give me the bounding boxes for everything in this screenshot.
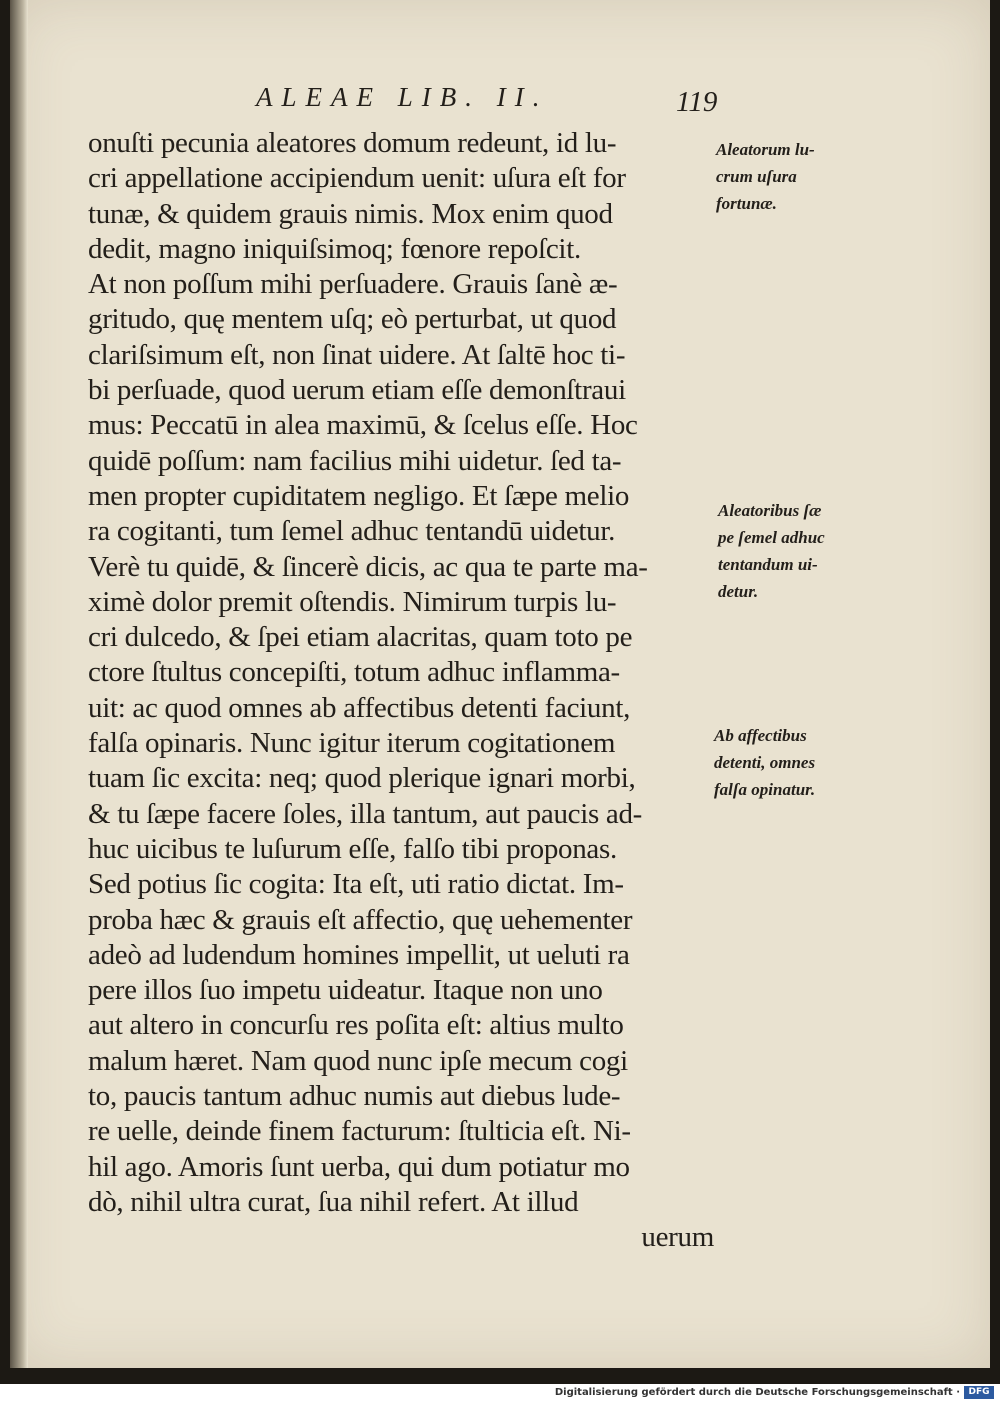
text-line: dò, nihil ultra curat, ſua nihil refert. At illud — [88, 1185, 579, 1218]
margin-note-line: Aleatorum lu- — [716, 140, 815, 159]
funding-credit: Digitalisierung gefördert durch die Deutsche Forschungsgemeinschaft · — [554, 1387, 960, 1398]
margin-note-line: pe ſemel adhuc — [718, 528, 825, 547]
text-line: mus: Peccatū in alea maximū, & ſcelus eſſe. Hoc — [88, 409, 638, 442]
text-line: & tu ſæpe facere ſoles, illa tantum, aut paucis ad- — [88, 797, 643, 830]
margin-note-line: Aleatoribus ſæ — [718, 501, 822, 520]
running-head: ALEAE LIB. II. — [256, 82, 549, 112]
text-line: aut altero in concurſu res poſita eſt: altius multo — [88, 1009, 624, 1042]
margin-note-line: crum uſura — [716, 167, 797, 186]
text-line: ra cogitanti, tum ſemel adhuc tentandū uidetur. — [88, 515, 616, 548]
catchword: uerum — [641, 1221, 714, 1254]
text-line: ctore ſtultus concepiſti, totum adhuc inflamma- — [88, 656, 620, 689]
margin-note-line: detur. — [718, 582, 759, 601]
margin-note-line: tentandum ui- — [718, 555, 818, 574]
dfg-logo: DFG — [964, 1386, 994, 1399]
margin-note — [716, 136, 848, 217]
page-number: 119 — [676, 86, 718, 118]
body-text — [88, 126, 728, 1256]
text-line: falſa opinaris. Nunc igitur iterum cogitationem — [88, 727, 616, 760]
text-line: onuſti pecunia aleatores domum redeunt, id lu- — [88, 127, 617, 159]
text-line: gritudo, quę mentem uſq; eò perturbat, ut quod — [88, 303, 617, 336]
margin-note-line: Ab affectibus — [714, 726, 807, 745]
text-line: tunæ, & quidem grauis nimis. Mox enim quod — [88, 197, 613, 230]
margin-note-line: detenti, omnes — [714, 753, 816, 772]
text-line: re uelle, deinde finem facturum: ſtulticia eſt. Ni- — [88, 1115, 631, 1148]
text-line: cri dulcedo, & ſpei etiam alacritas, quam toto pe — [88, 621, 633, 654]
margin-note — [714, 722, 846, 803]
text-line: cri appellatione accipiendum uenit: uſura eſt for — [88, 162, 626, 195]
margin-note-line: falſa opinatur. — [714, 780, 816, 799]
text-line: huc uicibus te luſurum eſſe, falſo tibi proponas. — [88, 832, 617, 865]
text-line: clariſsimum eſt, non ſinat uidere. At ſaltē hoc ti- — [88, 338, 626, 371]
text-line: dedit, magno iniquiſsimoq; fœnore repoſcit. — [88, 232, 581, 265]
page-gutter-shadow — [10, 0, 28, 1368]
text-line: men propter cupiditatem negligo. Et ſæpe melio — [88, 479, 630, 512]
text-line: Sed potius ſic cogita: Ita eſt, uti ratio dictat. Im- — [88, 868, 624, 901]
text-line: adeò ad ludendum homines impellit, ut ueluti ra — [88, 938, 630, 971]
text-line: uit: ac quod omnes ab affectibus detenti faciunt, — [88, 691, 631, 724]
text-line: Verè tu quidē, & ſincerè dicis, ac qua te parte ma- — [88, 550, 648, 583]
margin-note-line: fortunæ. — [716, 194, 777, 213]
text-line: ximè dolor premit oſtendis. Nimirum turpis lu- — [88, 585, 617, 618]
text-line: pere illos ſuo impetu uideatur. Itaque non uno — [88, 974, 603, 1007]
text-line: proba hæc & grauis eſt affectio, quę uehementer — [88, 903, 633, 936]
margin-note — [718, 497, 850, 605]
text-line: quidē poſſum: nam facilius mihi uidetur. ſed ta- — [88, 444, 622, 477]
text-line: to, paucis tantum adhuc numis aut diebus lude- — [88, 1080, 621, 1113]
text-line: tuam ſic excita: neq; quod plerique ignari morbi, — [88, 762, 636, 795]
text-line: hil ago. Amoris ſunt uerba, qui dum potiatur mo — [88, 1150, 630, 1183]
text-line: At non poſſum mihi perſuadere. Grauis ſanè æ- — [88, 268, 618, 301]
text-line: malum hæret. Nam quod nunc ipſe mecum cogi — [88, 1044, 628, 1077]
text-line: bi perſuade, quod uerum etiam eſſe demonſtraui — [88, 374, 626, 407]
